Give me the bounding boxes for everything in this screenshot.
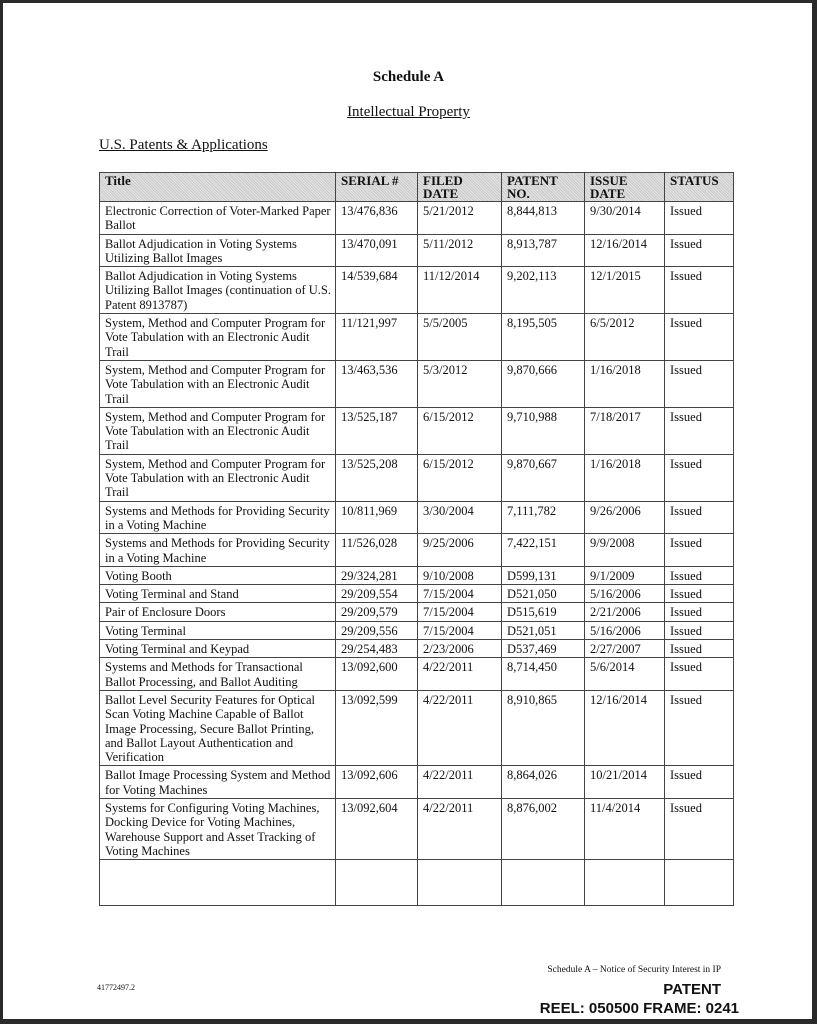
cell-serial: 11/526,028 (336, 534, 418, 567)
footer-caption: Schedule A – Notice of Security Interest in IP (547, 965, 721, 975)
column-header-patent-no: PATENT NO. (502, 173, 585, 202)
cell-serial: 29/209,556 (336, 621, 418, 639)
cell-serial: 13/470,091 (336, 234, 418, 267)
cell-issue-date: 1/16/2018 (585, 454, 665, 501)
cell-issue-date: 9/30/2014 (585, 202, 665, 235)
cell-filed-date: 4/22/2011 (418, 798, 502, 859)
patents-table (99, 172, 734, 906)
cell-patent-no: 7,111,782 (502, 501, 585, 534)
cell-title: System, Method and Computer Program for Vote Tabulation with an Electronic Audit Trail (100, 454, 336, 501)
table-row (100, 267, 734, 314)
cell-title: Electronic Correction of Voter-Marked Paper Ballot (100, 202, 336, 235)
column-header-status: STATUS (665, 173, 734, 202)
cell-serial: 29/324,281 (336, 566, 418, 584)
cell-patent-no: 8,876,002 (502, 798, 585, 859)
cell-filed-date: 7/15/2004 (418, 585, 502, 603)
cell-filed-date: 4/22/2011 (418, 658, 502, 691)
cell-title: System, Method and Computer Program for Vote Tabulation with an Electronic Audit Trail (100, 360, 336, 407)
cell-patent-no: 8,910,865 (502, 690, 585, 765)
cell-serial: 14/539,684 (336, 267, 418, 314)
cell-issue-date: 6/5/2012 (585, 314, 665, 361)
cell-status: Issued (665, 798, 734, 859)
table-row (100, 534, 734, 567)
cell-title: Systems and Methods for Transactional Ballot Processing, and Ballot Auditing (100, 658, 336, 691)
cell-patent-no: 8,195,505 (502, 314, 585, 361)
column-header-serial: SERIAL # (336, 173, 418, 202)
cell-issue-date: 10/21/2014 (585, 766, 665, 799)
cell-filed-date: 7/15/2004 (418, 621, 502, 639)
table-row (100, 566, 734, 584)
cell-issue-date: 5/16/2006 (585, 621, 665, 639)
cell-title: Pair of Enclosure Doors (100, 603, 336, 621)
table-row (100, 658, 734, 691)
cell-title: Ballot Adjudication in Voting Systems Utilizing Ballot Images (continuation of U.S. Patent 8913787) (100, 267, 336, 314)
column-header-issue-date: ISSUE DATE (585, 173, 665, 202)
table-row (100, 234, 734, 267)
table-row (100, 202, 734, 235)
page-frame-left (0, 0, 3, 1024)
cell-patent-no: 9,710,988 (502, 407, 585, 454)
table-row (100, 501, 734, 534)
cell-filed-date: 5/5/2005 (418, 314, 502, 361)
table-row (100, 690, 734, 765)
cell-title: Systems for Configuring Voting Machines, Docking Device for Voting Machines, Warehouse Support and Asset Tracking of Voting Machines (100, 798, 336, 859)
cell-patent-no: 8,864,026 (502, 766, 585, 799)
cell-patent-no: 7,422,151 (502, 534, 585, 567)
cell-serial: 13/525,208 (336, 454, 418, 501)
cell-serial: 29/209,554 (336, 585, 418, 603)
cell-title: System, Method and Computer Program for Vote Tabulation with an Electronic Audit Trail (100, 314, 336, 361)
cell-issue-date: 2/21/2006 (585, 603, 665, 621)
cell-issue-date: 9/26/2006 (585, 501, 665, 534)
patent-stamp-label: PATENT (663, 981, 721, 998)
cell-filed-date: 11/12/2014 (418, 267, 502, 314)
blank-cell (502, 860, 585, 906)
section-heading: U.S. Patents & Applications (99, 137, 268, 153)
cell-status: Issued (665, 360, 734, 407)
cell-issue-date: 9/9/2008 (585, 534, 665, 567)
cell-serial: 13/092,599 (336, 690, 418, 765)
cell-title: Ballot Image Processing System and Method for Voting Machines (100, 766, 336, 799)
cell-status: Issued (665, 407, 734, 454)
document-id: 41772497.2 (97, 983, 135, 992)
cell-filed-date: 4/22/2011 (418, 766, 502, 799)
cell-status: Issued (665, 234, 734, 267)
page-frame-right (812, 0, 817, 1024)
blank-cell (100, 860, 336, 906)
cell-title: Voting Terminal (100, 621, 336, 639)
blank-cell (418, 860, 502, 906)
cell-status: Issued (665, 267, 734, 314)
table-row (100, 407, 734, 454)
table-row (100, 454, 734, 501)
cell-serial: 13/525,187 (336, 407, 418, 454)
cell-filed-date: 9/25/2006 (418, 534, 502, 567)
cell-status: Issued (665, 501, 734, 534)
cell-patent-no: D537,469 (502, 640, 585, 658)
cell-serial: 13/463,536 (336, 360, 418, 407)
cell-status: Issued (665, 314, 734, 361)
cell-patent-no: 9,202,113 (502, 267, 585, 314)
cell-status: Issued (665, 766, 734, 799)
cell-patent-no: 9,870,666 (502, 360, 585, 407)
cell-status: Issued (665, 566, 734, 584)
reel-frame-stamp: REEL: 050500 FRAME: 0241 (539, 1000, 739, 1017)
cell-serial: 29/209,579 (336, 603, 418, 621)
table-row (100, 798, 734, 859)
cell-filed-date: 6/15/2012 (418, 454, 502, 501)
table-blank-row (100, 860, 734, 906)
cell-issue-date: 11/4/2014 (585, 798, 665, 859)
document-subtitle: Intellectual Property (347, 104, 470, 120)
cell-serial: 13/092,604 (336, 798, 418, 859)
cell-issue-date: 7/18/2017 (585, 407, 665, 454)
cell-issue-date: 2/27/2007 (585, 640, 665, 658)
cell-filed-date: 3/30/2004 (418, 501, 502, 534)
cell-title: Voting Terminal and Keypad (100, 640, 336, 658)
cell-filed-date: 7/15/2004 (418, 603, 502, 621)
cell-issue-date: 5/6/2014 (585, 658, 665, 691)
cell-status: Issued (665, 690, 734, 765)
cell-status: Issued (665, 621, 734, 639)
cell-status: Issued (665, 534, 734, 567)
cell-filed-date: 4/22/2011 (418, 690, 502, 765)
cell-status: Issued (665, 454, 734, 501)
cell-title: Voting Terminal and Stand (100, 585, 336, 603)
cell-issue-date: 12/1/2015 (585, 267, 665, 314)
cell-serial: 13/476,836 (336, 202, 418, 235)
cell-issue-date: 5/16/2006 (585, 585, 665, 603)
cell-filed-date: 2/23/2006 (418, 640, 502, 658)
page-frame-top (0, 0, 817, 3)
schedule-title: Schedule A (372, 69, 445, 85)
cell-title: Voting Booth (100, 566, 336, 584)
table-row (100, 314, 734, 361)
cell-serial: 10/811,969 (336, 501, 418, 534)
cell-patent-no: 9,870,667 (502, 454, 585, 501)
cell-patent-no: D599,131 (502, 566, 585, 584)
cell-issue-date: 12/16/2014 (585, 234, 665, 267)
cell-patent-no: D521,050 (502, 585, 585, 603)
cell-issue-date: 1/16/2018 (585, 360, 665, 407)
cell-title: Ballot Adjudication in Voting Systems Utilizing Ballot Images (100, 234, 336, 267)
column-header-title: Title (100, 173, 336, 202)
cell-filed-date: 9/10/2008 (418, 566, 502, 584)
cell-status: Issued (665, 640, 734, 658)
table-body (100, 202, 734, 906)
cell-filed-date: 5/21/2012 (418, 202, 502, 235)
cell-serial: 13/092,600 (336, 658, 418, 691)
cell-patent-no: 8,913,787 (502, 234, 585, 267)
cell-filed-date: 5/3/2012 (418, 360, 502, 407)
table-header-row (100, 173, 734, 202)
cell-patent-no: D521,051 (502, 621, 585, 639)
blank-cell (585, 860, 665, 906)
table-row (100, 766, 734, 799)
cell-serial: 13/092,606 (336, 766, 418, 799)
table-row (100, 603, 734, 621)
blank-cell (336, 860, 418, 906)
cell-title: Ballot Level Security Features for Optical Scan Voting Machine Capable of Ballot Image Processing, Secure Ballot Printing, and Ballot Layout Authentication and Verification (100, 690, 336, 765)
page-frame-bottom (0, 1019, 817, 1024)
cell-issue-date: 12/16/2014 (585, 690, 665, 765)
table-row (100, 640, 734, 658)
cell-status: Issued (665, 603, 734, 621)
table-row (100, 585, 734, 603)
cell-filed-date: 5/11/2012 (418, 234, 502, 267)
table-row (100, 360, 734, 407)
table-row (100, 621, 734, 639)
cell-issue-date: 9/1/2009 (585, 566, 665, 584)
cell-serial: 11/121,997 (336, 314, 418, 361)
cell-status: Issued (665, 585, 734, 603)
cell-filed-date: 6/15/2012 (418, 407, 502, 454)
blank-cell (665, 860, 734, 906)
cell-title: System, Method and Computer Program for Vote Tabulation with an Electronic Audit Trail (100, 407, 336, 454)
cell-serial: 29/254,483 (336, 640, 418, 658)
cell-title: Systems and Methods for Providing Security in a Voting Machine (100, 501, 336, 534)
cell-patent-no: D515,619 (502, 603, 585, 621)
column-header-filed-date: FILED DATE (418, 173, 502, 202)
cell-status: Issued (665, 202, 734, 235)
cell-status: Issued (665, 658, 734, 691)
cell-title: Systems and Methods for Providing Security in a Voting Machine (100, 534, 336, 567)
cell-patent-no: 8,714,450 (502, 658, 585, 691)
cell-patent-no: 8,844,813 (502, 202, 585, 235)
